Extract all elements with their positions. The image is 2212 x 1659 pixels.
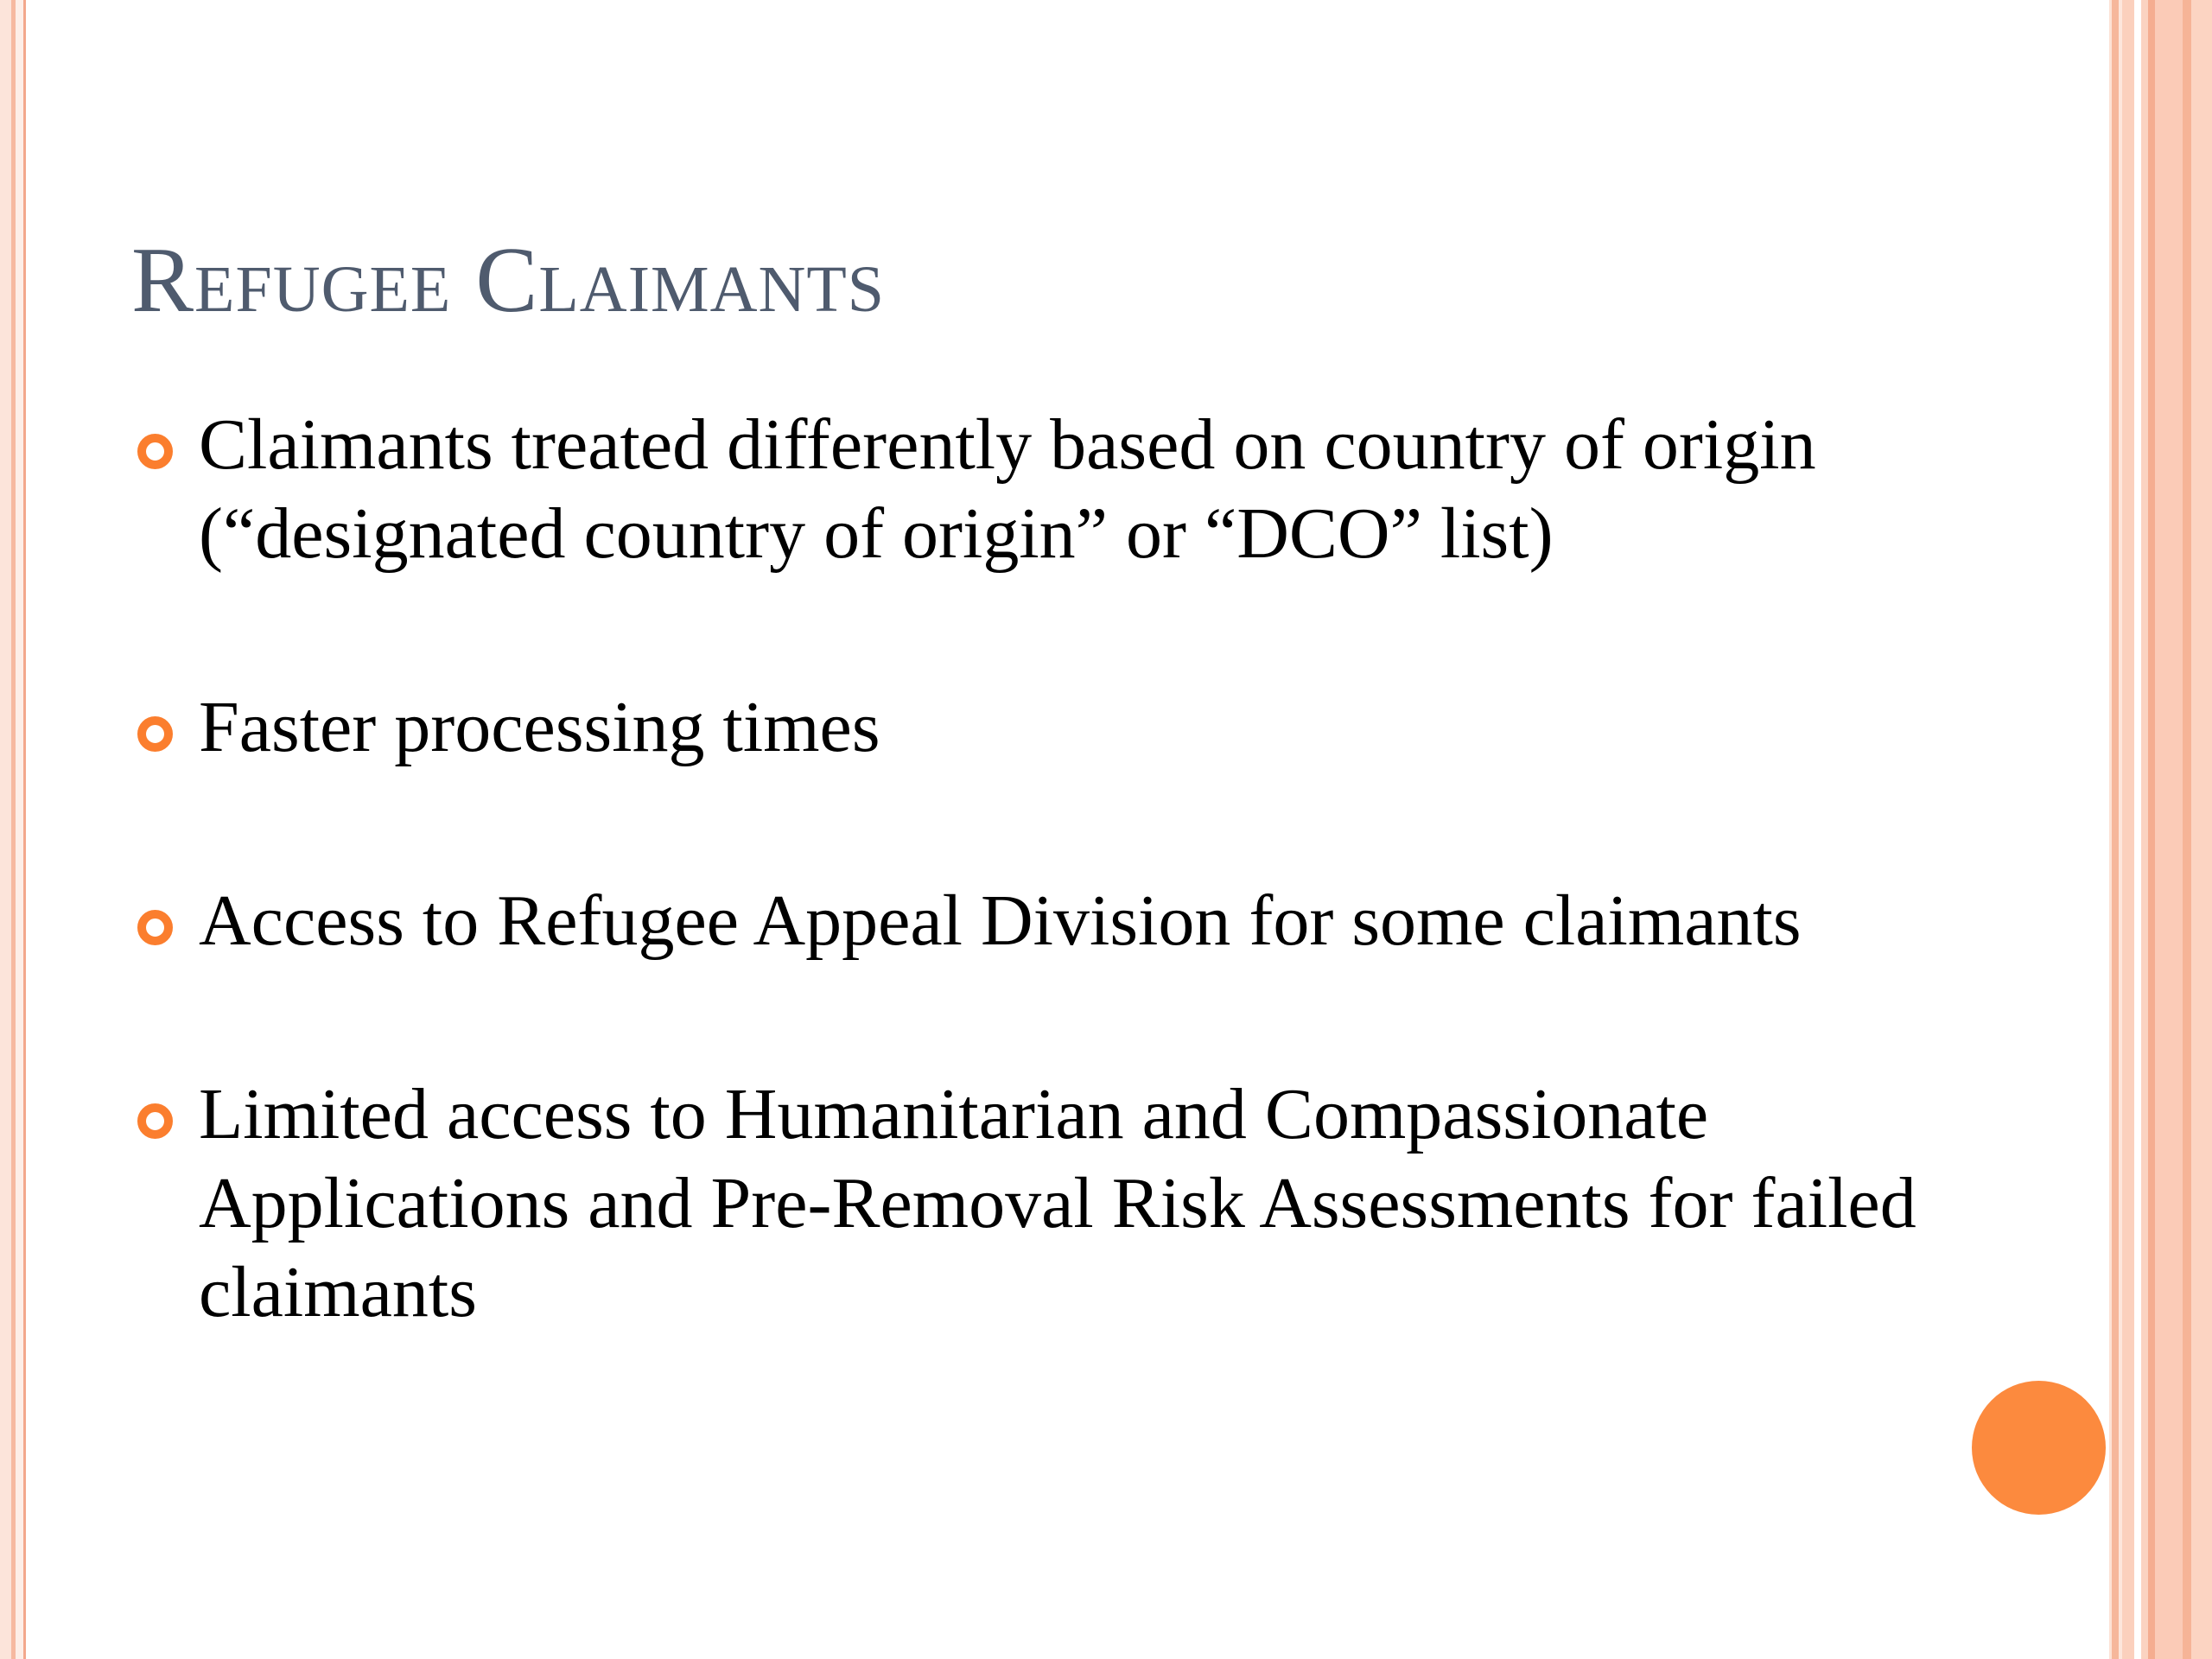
left-border-stripe [16,0,23,1659]
right-border-stripe [2183,0,2191,1659]
hollow-circle-bullet-icon [137,434,173,469]
bullet-text: Claimants treated differently based on country of origin (“designated country of origin” or “DCO” list) [199,404,1816,574]
bullet-text: Access to Refugee Appeal Division for some claimants [199,880,1802,961]
right-border-stripe [2148,0,2155,1659]
slide-title: Refugee Claimants [131,229,886,332]
right-border-stripe [2155,0,2183,1659]
right-border-stripe [2112,0,2119,1659]
right-border-stripe [2141,0,2148,1659]
hollow-circle-bullet-icon [137,1103,173,1139]
bullet-item [131,1070,2032,1337]
filled-circle-icon [1972,1381,2106,1515]
bullet-item [131,683,2032,772]
left-border-stripe [0,0,11,1659]
right-border-stripe [2191,0,2212,1659]
right-border-stripe [2134,0,2141,1659]
hollow-circle-bullet-icon [137,716,173,752]
bullet-item [131,876,2032,965]
bullet-list [131,400,2032,1337]
bullet-item [131,400,2032,578]
bullet-text: Faster processing times [199,687,880,767]
left-border-stripe [23,0,26,1659]
hollow-circle-bullet-icon [137,910,173,945]
right-border-stripe [2122,0,2134,1659]
bullet-text: Limited access to Humanitarian and Compassionate Applications and Pre-Removal Risk Assessments for failed claimants [199,1074,1916,1332]
